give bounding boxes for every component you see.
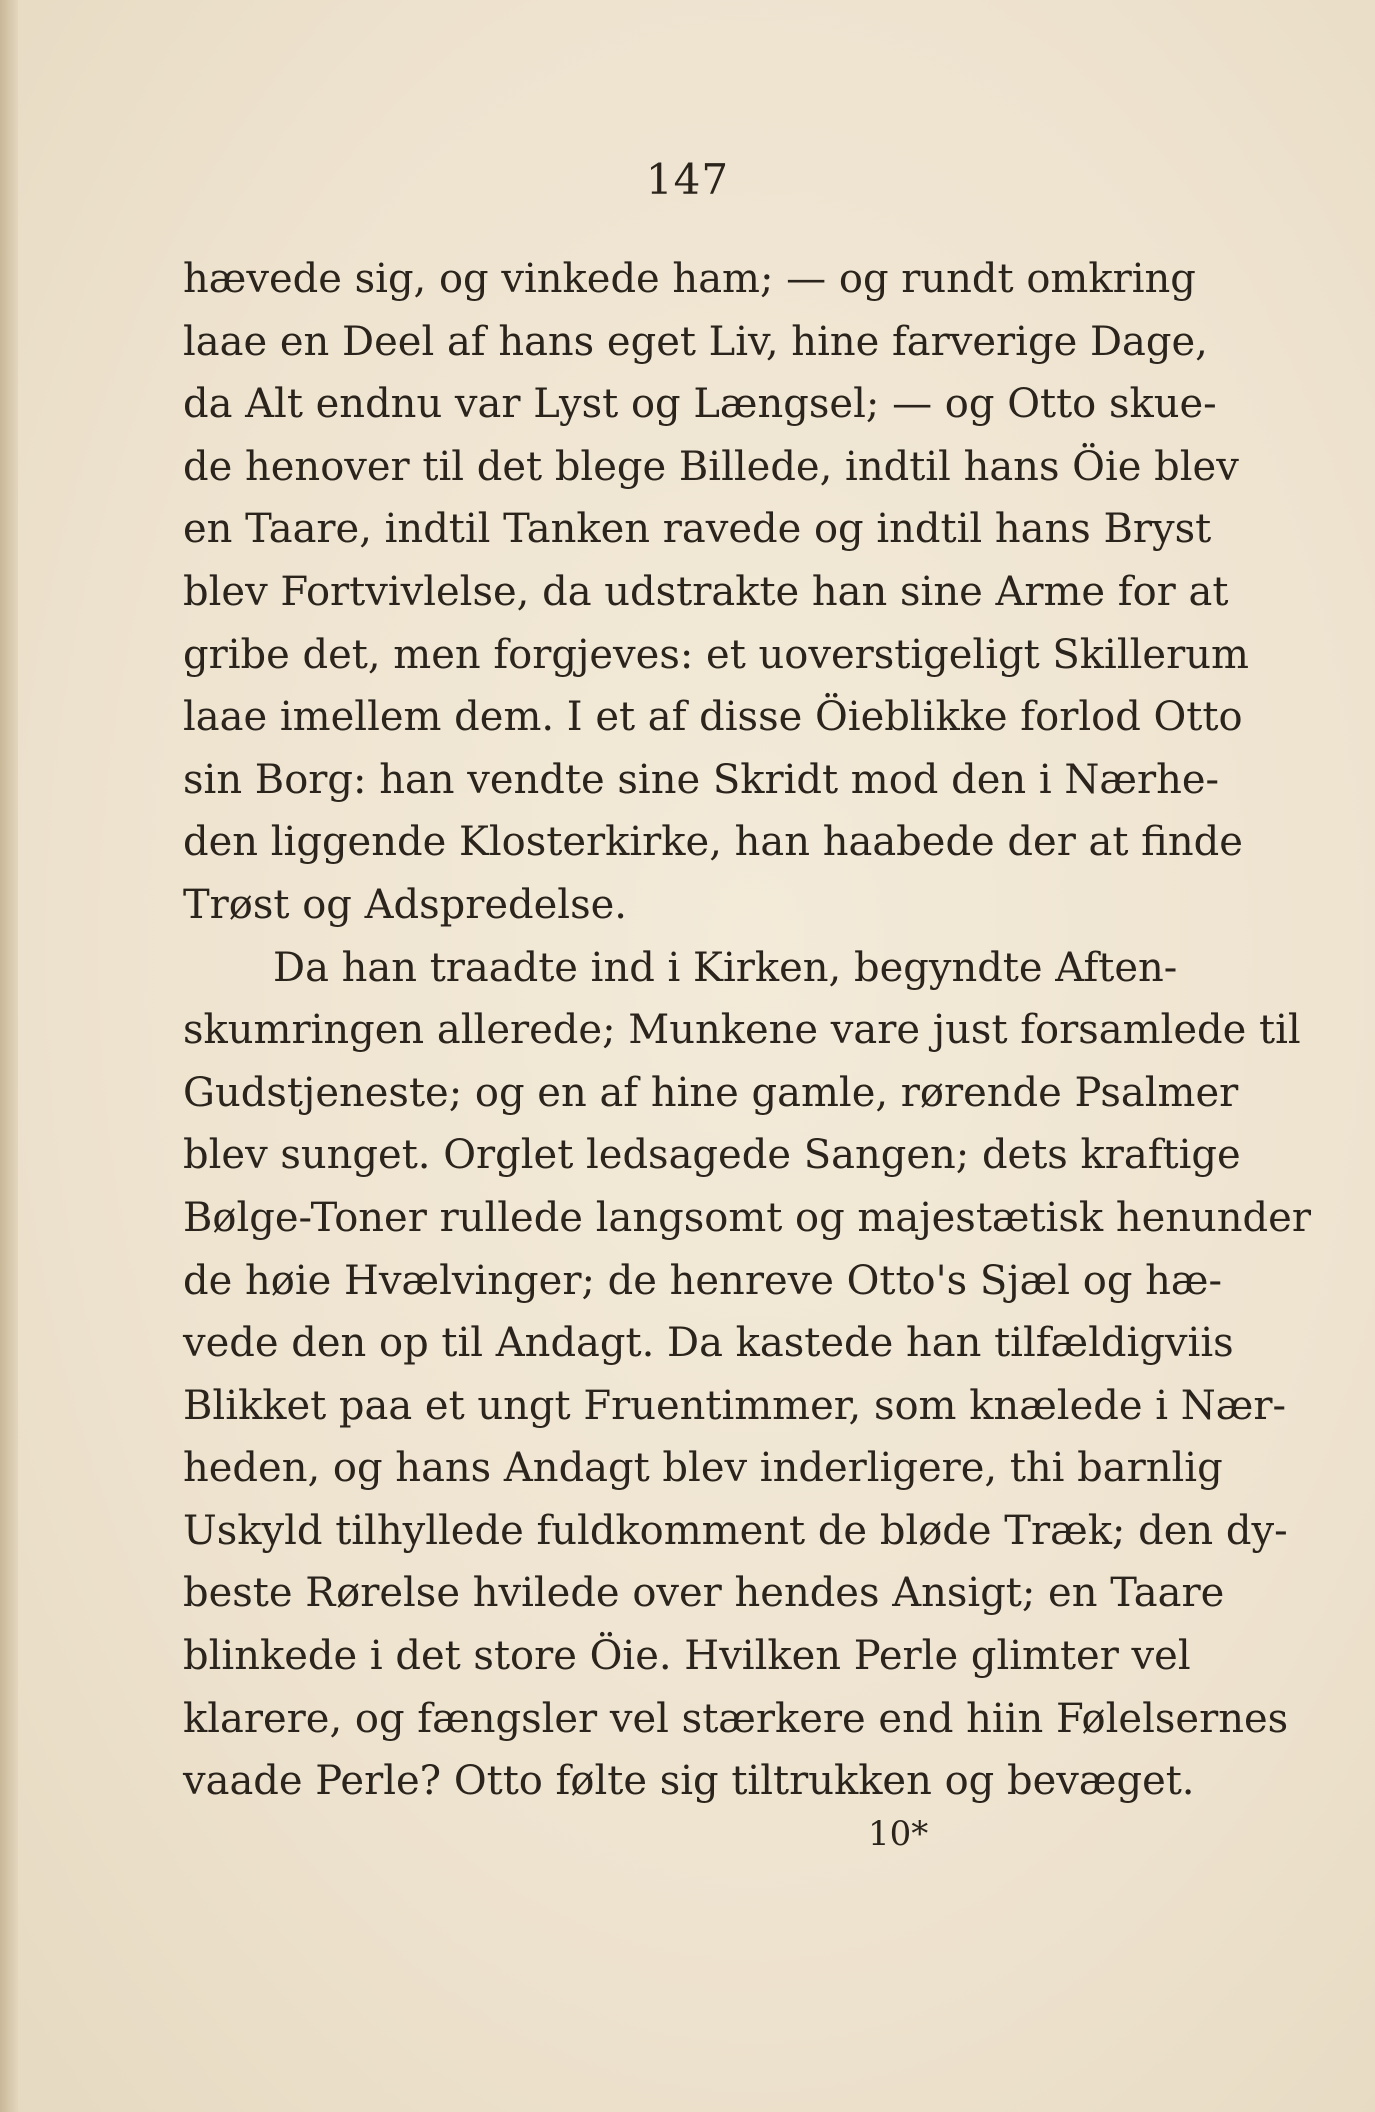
text-line: Trøst og Adspredelse. (183, 881, 628, 928)
text-line: heden, og hans Andagt blev inderligere, thi barnlig (183, 1445, 1223, 1492)
text-line: Uskyld tilhyllede fuldkomment de bløde Træk; den dy- (183, 1507, 1288, 1554)
text-line: Blikket paa et ungt Fruentimmer, som knælede i Nær- (183, 1382, 1286, 1429)
text-line: Da han traadte ind i Kirken, begyndte Aften- (273, 944, 1178, 991)
text-line: gribe det, men forgjeves: et uoverstigeligt Skillerum (183, 631, 1249, 678)
text-line: skumringen allerede; Munkene vare just forsamlede til (183, 1007, 1301, 1054)
text-line: laae en Deel af hans eget Liv, hine farverige Dage, (183, 318, 1208, 365)
text-line: en Taare, indtil Tanken ravede og indtil hans Bryst (183, 506, 1212, 553)
page-number: 147 (645, 155, 730, 204)
signature-mark: 10* (868, 1814, 929, 1854)
text-line: Bølge-Toner rullede langsomt og majestætisk henunder (183, 1194, 1311, 1241)
page-edge (0, 0, 18, 2112)
text-line: de henover til det blege Billede, indtil hans Öie blev (183, 443, 1239, 490)
text-line: blinkede i det store Öie. Hvilken Perle glimter vel (183, 1633, 1191, 1680)
text-line: de høie Hvælvinger; de henreve Otto's Sjæl og hæ- (183, 1257, 1223, 1304)
text-line: sin Borg: han vendte sine Skridt mod den i Nærhe- (183, 756, 1220, 803)
body-text (183, 248, 1311, 1813)
text-line: blev Fortvivlelse, da udstrakte han sine Arme for at (183, 568, 1229, 615)
text-line: den liggende Klosterkirke, han haabede der at finde (183, 819, 1243, 866)
text-line: Gudstjeneste; og en af hine gamle, rørende Psalmer (183, 1069, 1239, 1116)
text-line: beste Rørelse hvilede over hendes Ansigt; en Taare (183, 1570, 1225, 1617)
text-line: hævede sig, og vinkede ham; — og rundt omkring (183, 256, 1196, 302)
text-line: laae imellem dem. I et af disse Öieblikke forlod Otto (183, 694, 1243, 741)
text-line: klarere, og fængsler vel stærkere end hiin Følelsernes (183, 1695, 1289, 1742)
text-line: da Alt endnu var Lyst og Længsel; — og Otto skue- (183, 381, 1217, 428)
text-line: blev sunget. Orglet ledsagede Sangen; dets kraftige (183, 1132, 1241, 1179)
text-line: vaade Perle? Otto følte sig tiltrukken og bevæget. (183, 1758, 1195, 1805)
text-line: vede den op til Andagt. Da kastede han tilfældigviis (183, 1320, 1234, 1367)
